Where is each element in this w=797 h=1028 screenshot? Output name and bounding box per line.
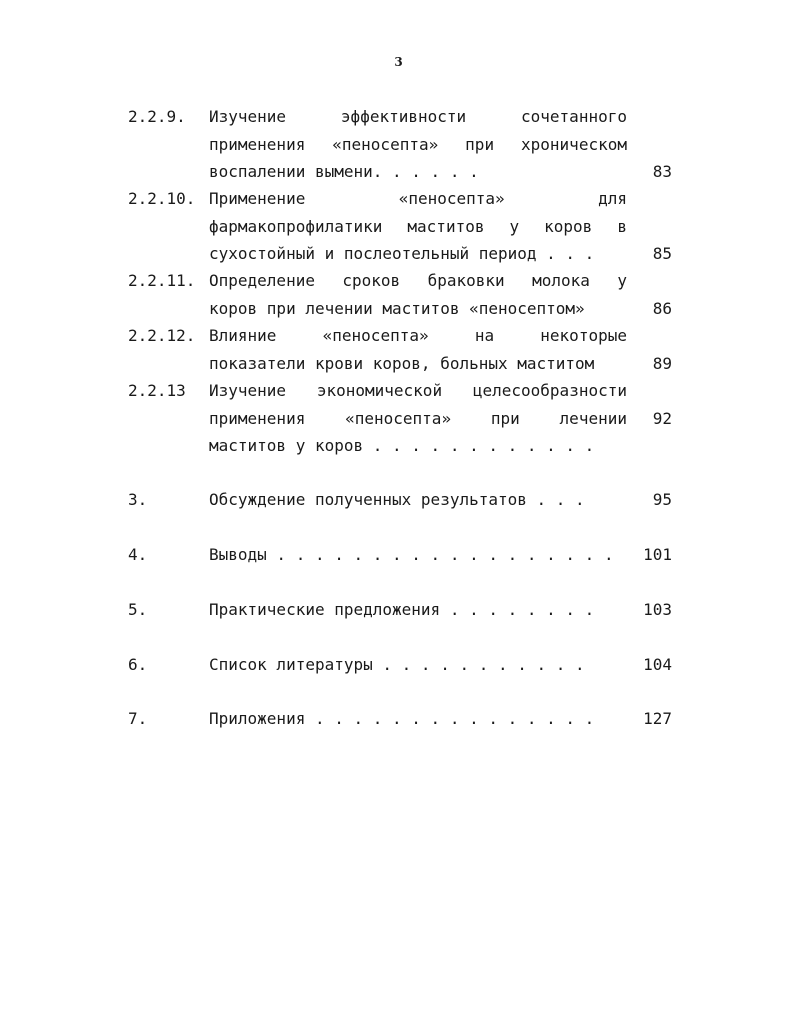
toc-entry-line: Приложения . . . . . . . . . . . . . . . [209,709,595,728]
toc-entry-word: фармакопрофилатики [209,216,383,236]
toc-entry-word: «пеносепта» [332,134,439,154]
toc-entry-line: Практические предложения . . . . . . . . [209,600,595,619]
toc-entry-word: для [598,189,627,208]
toc-entry-page: 103 [643,600,672,619]
toc-entry-word: у [617,271,627,290]
toc-entry-line [209,325,627,347]
toc-entry-page: 83 [652,162,672,181]
toc-entry-word: коров [544,216,593,236]
toc-entry-word: эффективности [340,107,467,126]
toc-entry-line: воспалении вымени. . . . . . [209,162,479,181]
toc-entry-number: 5. [128,600,148,619]
toc-entry-word: целесообразности [472,381,627,400]
toc-entry-line [209,188,627,210]
toc-entry-word: сочетанного [521,107,627,126]
toc-entry-word: «пеносепта» [345,408,452,428]
toc-entry-line: маститов у коров . . . . . . . . . . . . [209,436,595,455]
toc-entry-line: сухостойный и послеотельный период . . . [209,244,595,263]
toc-entry-word: применения [209,408,306,428]
toc-entry-word: экономической [316,381,443,400]
toc-entry-word: при [490,408,520,428]
toc-entry-word: Применение [209,189,306,208]
toc-entry-line: коров при лечении маститов «пеносептом» [209,298,585,318]
toc-entry-line: Обсуждение полученных результатов . . . [209,490,585,509]
toc-entry-number: 2.2.13 [128,381,186,400]
toc-entry-number: 7. [128,709,148,728]
toc-entry-line: Выводы . . . . . . . . . . . . . . . . . . [209,545,614,564]
toc-entry-page: 95 [652,490,672,509]
toc-entry-line [209,106,627,128]
toc-entry-number: 2.2.10. [128,189,196,208]
toc-entry-word: Изучение [209,381,287,400]
toc-entry-word: «пеносепта» [398,189,505,208]
toc-entry-line [209,270,627,292]
toc-entry-page: 89 [652,353,672,373]
toc-entry-word: применения [209,134,306,154]
toc-entry-word: Влияние [209,326,277,345]
toc-entry-line [209,134,627,156]
toc-entry-line [209,380,627,402]
toc-entry-word: браковки [427,271,505,290]
toc-entry-word: лечении [559,408,627,428]
toc-entry-word: хроническом [521,134,627,154]
toc-entry-page: 85 [652,244,672,263]
page-number: 3 [394,55,403,69]
toc-entry-page: 104 [643,655,672,674]
toc-entry-word: Изучение [209,107,287,126]
toc-entry-word: у [509,216,520,236]
toc-entry-word: Определение [209,271,315,290]
toc-entry-line: Список литературы . . . . . . . . . . . [209,655,585,674]
toc-entry-word: «пеносепта» [322,326,429,345]
toc-entry-word: в [617,216,627,236]
toc-entry-page: 101 [643,545,672,564]
toc-entry-word: маститов [407,216,485,236]
toc-entry-page: 127 [643,709,672,728]
toc-entry-word: некоторые [540,326,627,345]
toc-entry-number: 2.2.9. [128,107,186,126]
toc-entry-line [209,216,627,238]
toc-entry-number: 3. [128,490,148,509]
toc-entry-number: 6. [128,655,148,674]
toc-entry-word: при [465,134,495,154]
toc-entry-number: 2.2.12. [128,326,196,345]
toc-entry-number: 4. [128,545,148,564]
toc-entry-line: показатели крови коров, больных маститом [209,353,595,373]
toc-entry-page: 92 [652,408,672,428]
toc-entry-page: 86 [652,298,672,318]
toc-entry-word: сроков [342,271,401,290]
toc-entry-word: на [474,326,495,345]
toc-entry-line [209,408,627,430]
toc-entry-word: молока [532,271,590,290]
toc-entry-number: 2.2.11. [128,271,196,290]
